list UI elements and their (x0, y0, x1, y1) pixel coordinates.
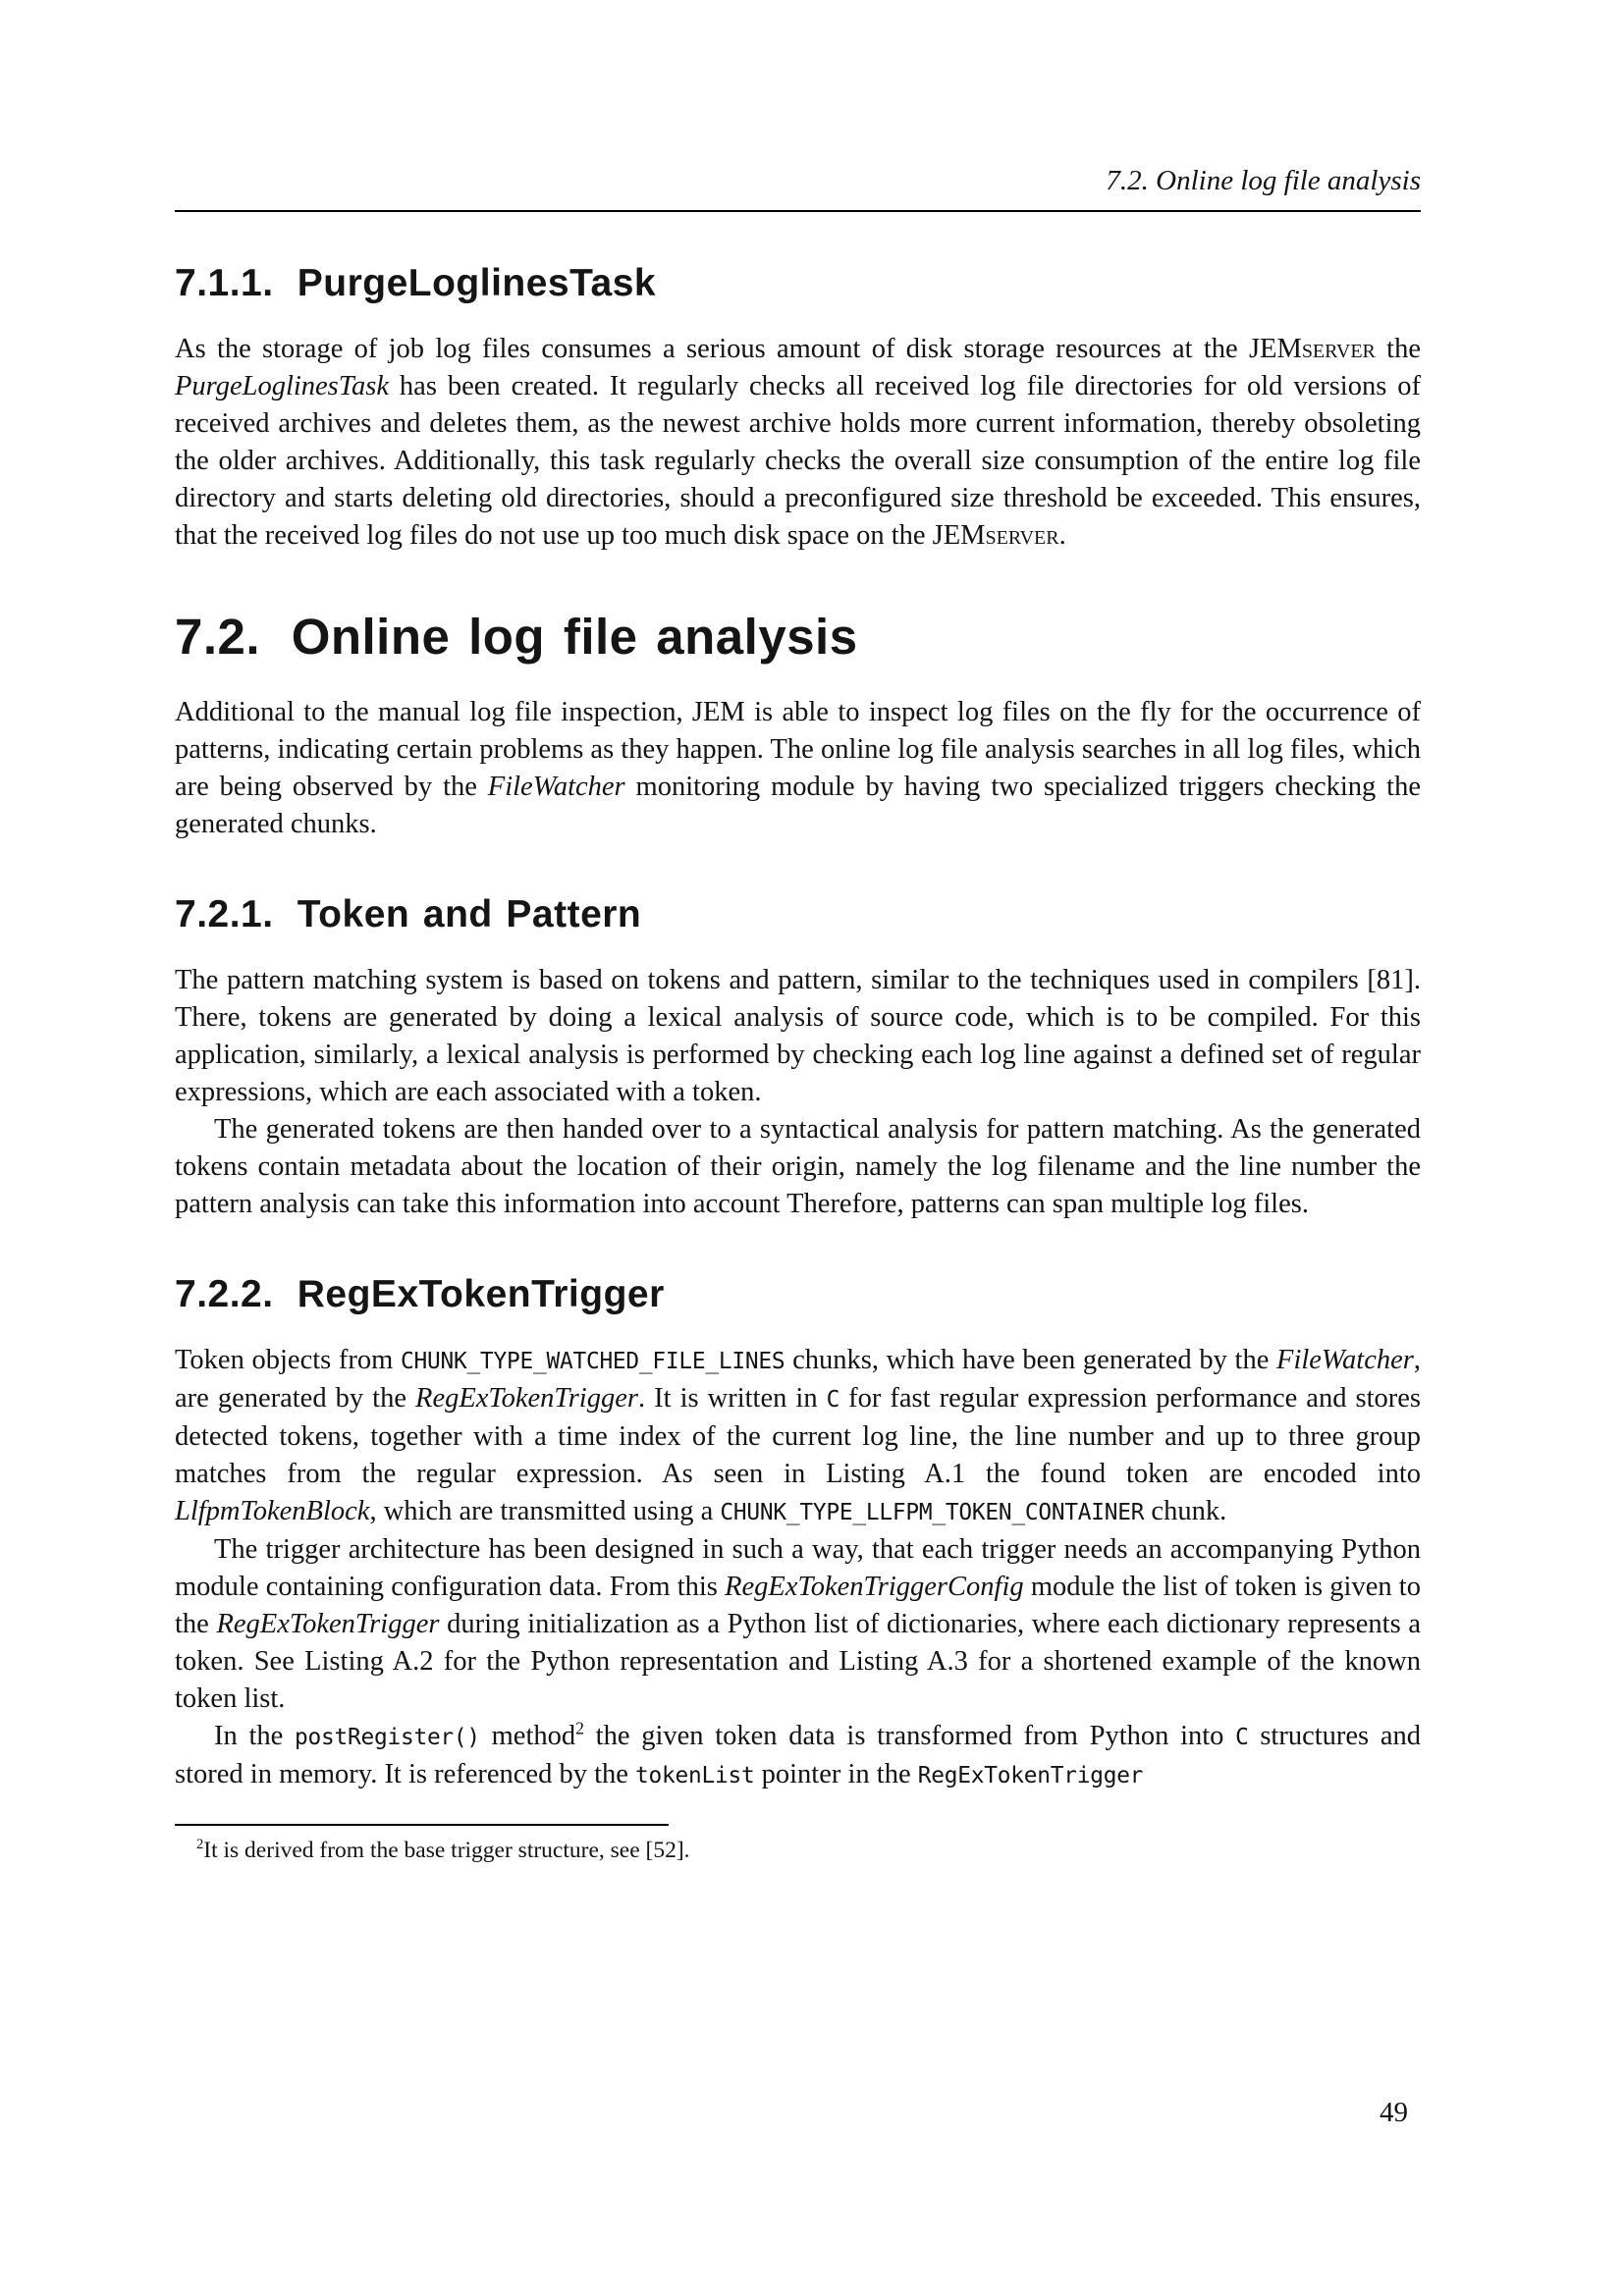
page-number: 49 (1380, 2097, 1408, 2128)
paragraph: Additional to the manual log file inspection, JEM is able to inspect log files on the fly for the occurrence of patterns, indicating certain problems as they happen. The online log file analysis searches in all log files, which are being observed by the FileWatcher monitoring module by having two specialized triggers checking the generated chunks. (175, 697, 1421, 840)
footnote-text: It is derived from the base trigger structure, see [52]. (203, 1838, 690, 1864)
heading-title: RegExTokenTrigger (297, 1273, 665, 1316)
heading-number: 7.1.1. (175, 262, 274, 305)
heading-number: 7.2.2. (175, 1273, 274, 1316)
footnote-block (175, 1824, 1421, 1865)
paragraph: Token objects from CHUNK_TYPE_WATCHED_FILE_LINES chunks, which have been generated by the FileWatcher, are generated by the RegExTokenTrigger. It is written in C for fast regular expression performance and stores detected tokens, together with a time index of the current log line, the line number and up to three group matches from the regular expression. As seen in Listing A.1 the found token are encoded into LlfpmTokenBlock, which are transmitted using a CHUNK_TYPE_LLFPM_TOKEN_CONTAINER chunk. (175, 1345, 1421, 1527)
text-block (175, 165, 1421, 1865)
heading-7-1-1 (175, 263, 1421, 305)
footnote-rule (175, 1824, 669, 1826)
heading-7-2-1 (175, 894, 1421, 936)
running-header: 7.2. Online log file analysis (175, 165, 1421, 212)
heading-7-2-2 (175, 1274, 1421, 1316)
heading-title: Online log file analysis (291, 609, 858, 666)
footnote (175, 1836, 1421, 1865)
paragraph: The generated tokens are then handed over to a syntactical analysis for pattern matching. As the generated tokens contain metadata about the location of their origin, namely the log filename and the line number the pattern analysis can take this information into account Therefore, patterns can span multiple log files. (175, 1114, 1421, 1220)
paragraph: As the storage of job log files consumes a serious amount of disk storage resources at the JEMserver the PurgeLoglinesTask has been created. It regularly checks all received log file directories for old versions of received archives and deletes them, as the newest archive holds more current information, thereby obsoleting the older archives. Additionally, this task regularly checks the overall size consumption of the entire log file directory and starts deleting old directories, should a preconfigured size threshold be exceeded. This ensures, that the received log files do not use up too much disk space on the JEMserver. (175, 334, 1421, 552)
heading-title: PurgeLoglinesTask (297, 262, 657, 305)
heading-7-2 (175, 610, 1421, 665)
heading-number: 7.2. (175, 609, 261, 666)
page-content (175, 263, 1421, 1794)
heading-title: Token and Pattern (297, 893, 642, 936)
paragraph: In the postRegister() method$^2$ the given token data is transformed from Python into C structures and stored in memory. It is referenced by the tokenList pointer in the RegExTokenTrigger (175, 1718, 1421, 1790)
paragraph: The pattern matching system is based on tokens and pattern, similar to the techniques used in compilers [81]. There, tokens are generated by doing a lexical analysis of source code, which is to be compiled. For this application, similarly, a lexical analysis is performed by checking each log line against a defined set of regular expressions, which are each associated with a token. (175, 965, 1421, 1108)
paragraph: The trigger architecture has been designed in such a way, that each trigger needs an accompanying Python module containing configuration data. From this RegExTokenTriggerConfig module the list of token is given to the RegExTokenTrigger during initialization as a Python list of dictionaries, where each dictionary represents a token. See Listing A.2 for the Python representation and Listing A.3 for a shortened example of the known token list. (175, 1534, 1421, 1715)
heading-number: 7.2.1. (175, 893, 274, 936)
footnote-marker: 2 (196, 1837, 204, 1853)
